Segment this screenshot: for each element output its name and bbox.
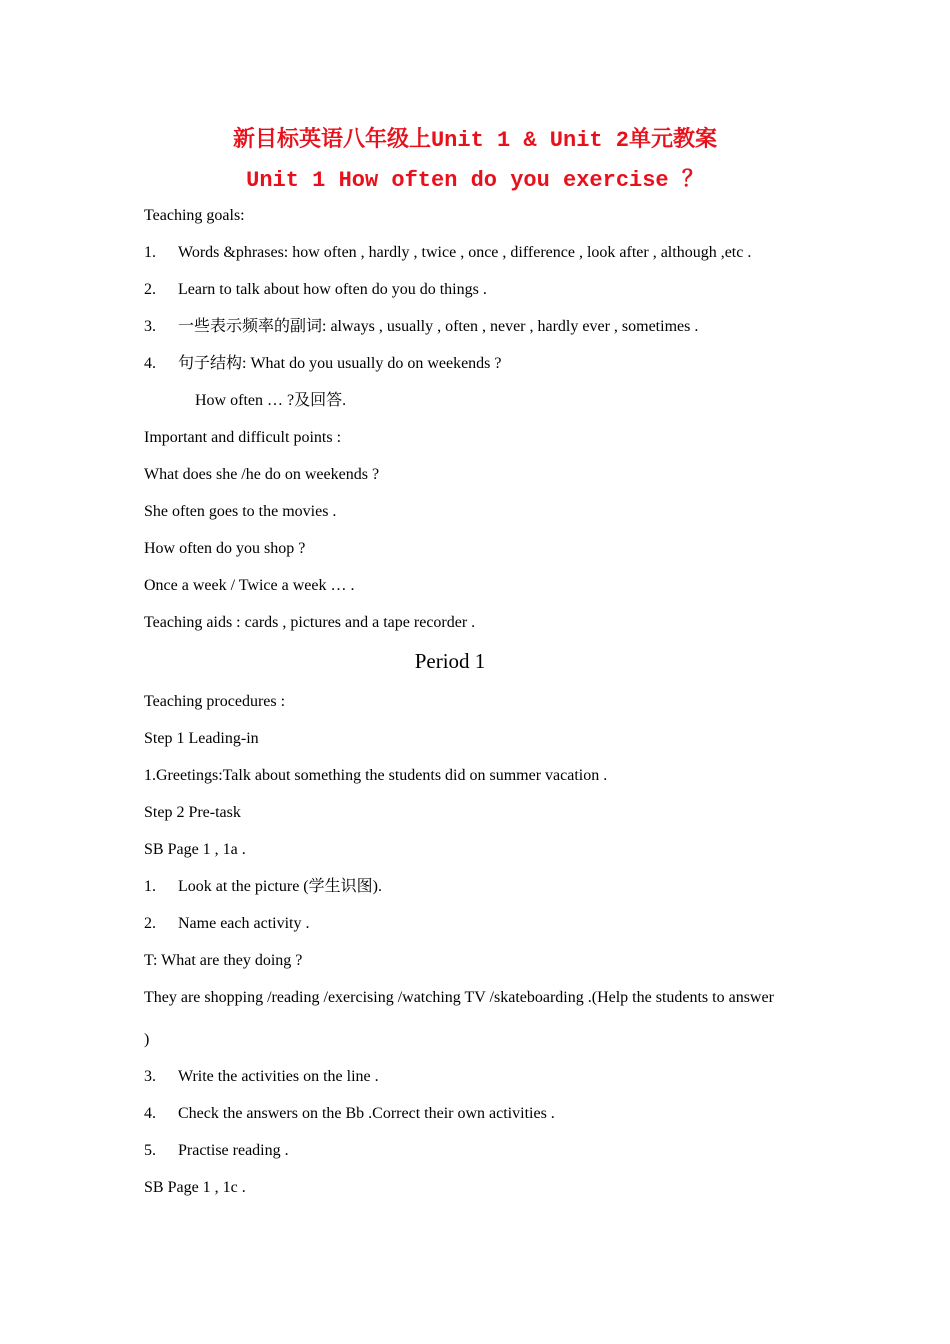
goal-continuation: How often … ?及回答. (195, 392, 347, 409)
goal-number: 3. (144, 318, 156, 335)
goal-text: 句子结构: What do you usually do on weekends ? (178, 355, 502, 372)
task-item (144, 1104, 555, 1124)
answer-line: They are shopping /reading /exercising /watching TV /skateboarding .(Help the students to answer (144, 989, 774, 1006)
task-text: Name each activity . (178, 915, 310, 932)
teacher-question: T: What are they doing ? (144, 952, 303, 969)
period-heading: Period 1 (414, 649, 486, 673)
step-heading: Step 1 Leading-in (144, 730, 259, 747)
answer-line-end: ) (144, 1031, 150, 1048)
important-point: Once a week / Twice a week … . (144, 577, 355, 594)
important-point: She often goes to the movies . (144, 503, 337, 520)
procedure-line: 1.Greetings:Talk about something the students did on summer vacation . (144, 767, 608, 784)
procedures-heading: Teaching procedures : (144, 693, 286, 710)
goal-number: 1. (144, 244, 156, 261)
task-number: 1. (144, 878, 156, 895)
task-item (144, 1067, 379, 1087)
task-text: Check the answers on the Bb .Correct their own activities . (178, 1105, 555, 1122)
goal-text: Words &phrases: how often , hardly , twice , once , difference , look after , although ,etc . (178, 244, 752, 261)
important-heading: Important and difficult points : (144, 429, 342, 446)
goal-text: 一些表示频率的副词: always , usually , often , never , hardly ever , sometimes . (178, 318, 699, 335)
important-point: What does she /he do on weekends ? (144, 466, 380, 483)
step-heading: Step 2 Pre-task (144, 804, 241, 821)
goal-item (144, 243, 751, 263)
task-text: Practise reading . (178, 1142, 289, 1159)
document-title: 新目标英语八年级上Unit 1 & Unit 2单元教案 (232, 128, 718, 153)
task-text: Write the activities on the line . (178, 1068, 379, 1085)
task-text: Look at the picture (学生识图). (178, 878, 382, 895)
task-number: 4. (144, 1105, 156, 1122)
task-number: 3. (144, 1068, 156, 1085)
task-item (144, 877, 382, 897)
unit-title: Unit 1 How often do you exercise ？ (246, 168, 704, 193)
goal-number: 2. (144, 281, 156, 298)
sb-page-ref: SB Page 1 , 1a . (144, 841, 246, 858)
sb-page-ref: SB Page 1 , 1c . (144, 1179, 246, 1196)
teaching-aids: Teaching aids : cards , pictures and a tape recorder . (144, 614, 476, 631)
goal-number: 4. (144, 355, 156, 372)
important-point: How often do you shop ? (144, 540, 306, 557)
goal-text: Learn to talk about how often do you do things . (178, 281, 487, 298)
task-number: 5. (144, 1142, 156, 1159)
goals-heading: Teaching goals: (144, 207, 245, 224)
goal-item (144, 354, 502, 374)
goal-item (144, 317, 698, 337)
task-number: 2. (144, 915, 156, 932)
task-item (144, 914, 310, 934)
goal-item (144, 280, 487, 300)
task-item (144, 1141, 289, 1161)
